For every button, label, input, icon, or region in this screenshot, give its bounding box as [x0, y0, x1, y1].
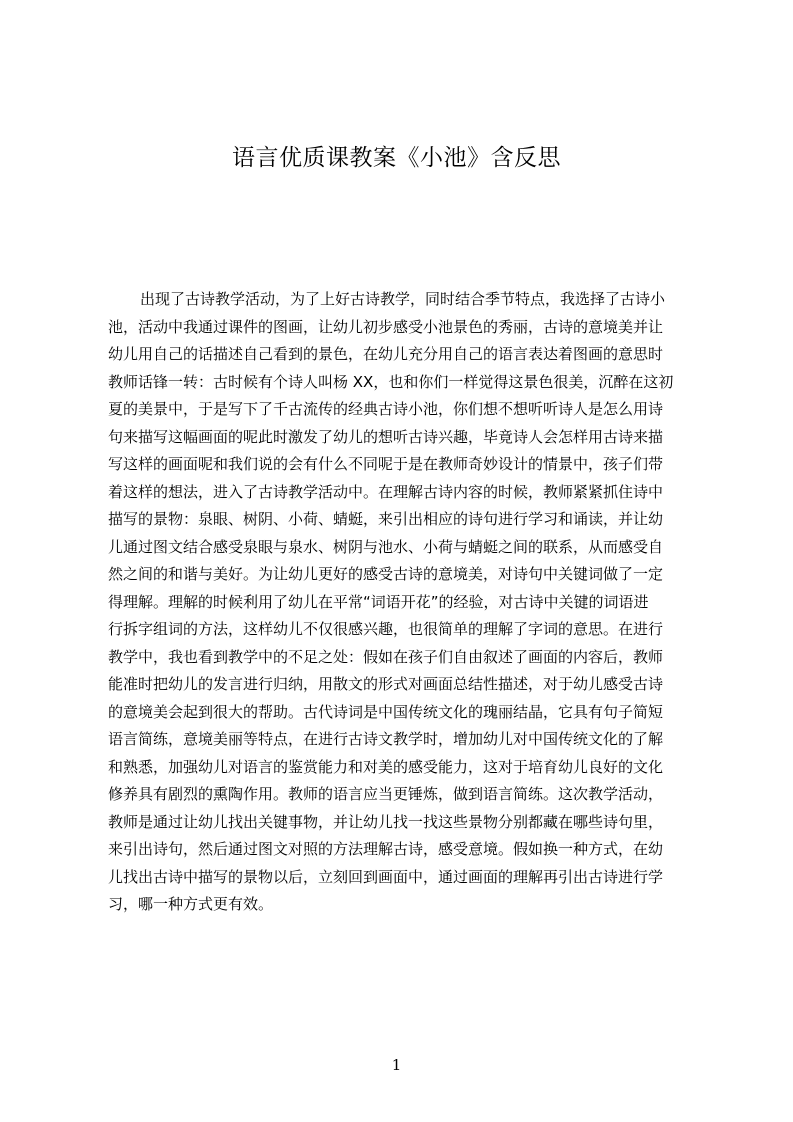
body-line: 句来描写这幅画面的呢此时激发了幼儿的想听古诗兴趣，毕竟诗人会怎样用古诗来描 [108, 427, 664, 446]
body-line: 得理解。理解的时候利用了幼儿在平常“词语开花”的经验，对古诗中关键的词语进 [108, 592, 649, 611]
body-line: 出现了古诗教学活动，为了上好古诗教学，同时结合季节特点，我选择了古诗小 [140, 290, 666, 308]
body-line: 来引出诗句，然后通过图文对照的方法理解古诗，感受意境。假如换一种方式，在幼 [108, 840, 664, 858]
body-line: 夏的美景中，于是写下了千古流传的经典古诗小池，你们想不想听听诗人是怎么用诗 [108, 400, 664, 418]
body-line: 描写的景物：泉眼、树阴、小荷、蜻蜓，来引出相应的诗句进行学习和诵读，并让幼 [108, 510, 664, 528]
page-number: 1 [391, 1056, 402, 1074]
document-title: 语言优质课教案《小池》含反思 [232, 145, 561, 171]
body-line: 教师是通过让幼儿找出关键事物，并让幼儿找一找这些景物分别都藏在哪些诗句里， [108, 812, 664, 831]
body-line: 的意境美会起到很大的帮助。古代诗词是中国传统文化的瑰丽结晶，它具有句子简短 [108, 702, 664, 721]
body-line: 能准时把幼儿的发言进行归纳，用散文的形式对画面总结性描述，对于幼儿感受古诗 [108, 675, 664, 693]
body-line: 教学中，我也看到教学中的不足之处：假如在孩子们自由叙述了画面的内容后，教师 [108, 647, 664, 666]
body-line: 习，哪一种方式更有效。 [108, 895, 274, 913]
body-line: 儿找出古诗中描写的景物以后，立刻回到画面中，通过画面的理解再引出古诗进行学 [108, 867, 664, 886]
body-line: 行拆字组词的方法，这样幼儿不仅很感兴趣，也很简单的理解了字词的意思。在进行 [108, 620, 664, 638]
body-line: 教师话锋一转：古时候有个诗人叫杨 XX，也和你们一样觉得这景色很美，沉醉在这初 [108, 372, 674, 391]
body-line: 修养具有剧烈的熏陶作用。教师的语言应当更锤炼，做到语言简练。这次教学活动， [108, 785, 664, 803]
body-line: 语言简练，意境美丽等特点，在进行古诗文教学时，增加幼儿对中国传统文化的了解 [108, 730, 664, 748]
body-line: 然之间的和谐与美好。为让幼儿更好的感受古诗的意境美，对诗句中关键词做了一定 [108, 565, 664, 583]
body-line: 和熟悉，加强幼儿对语言的鉴赏能力和对美的感受能力，这对于培育幼儿良好的文化 [108, 757, 664, 776]
body-line: 着这样的想法，进入了古诗教学活动中。在理解古诗内容的时候，教师紧紧抓住诗中 [108, 482, 664, 501]
body-line: 幼儿用自己的话描述自己看到的景色，在幼儿充分用自己的语言表达着图画的意思时 [108, 345, 664, 363]
body-line: 儿通过图文结合感受泉眼与泉水、树阴与池水、小荷与蜻蜓之间的联系，从而感受自 [108, 537, 664, 556]
body-line: 池，活动中我通过课件的图画，让幼儿初步感受小池景色的秀丽，古诗的意境美并让 [108, 317, 664, 336]
body-paragraph [108, 286, 708, 919]
body-line: 写这样的画面呢和我们说的会有什么不同呢于是在教师奇妙设计的情景中，孩子们带 [108, 455, 664, 473]
